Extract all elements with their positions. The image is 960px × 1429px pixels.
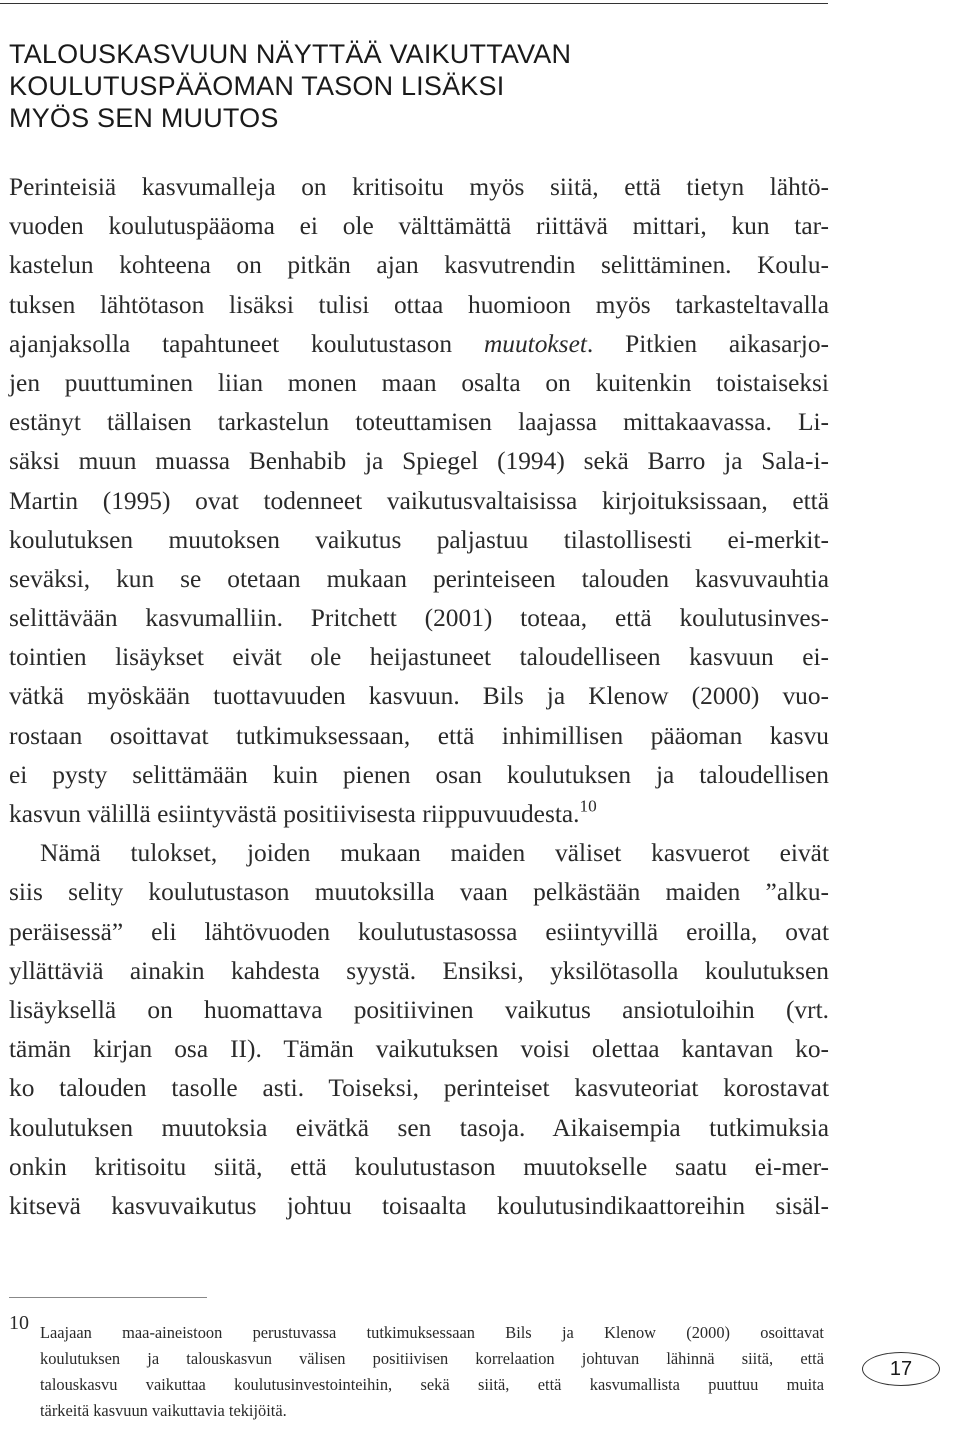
footnote-line: talouskasvu vaikuttaa koulutusinvestointeihin, sekä siitä, että kasvumallista puuttuu muita [40, 1375, 824, 1394]
text-line: jen puuttuminen liian monen maan osalta on kuitenkin toistaiseksi [9, 368, 829, 397]
text-line: ei pysty selittämään kuin pienen osan koulutuksen ja taloudellisen [9, 760, 829, 789]
paragraph-2 [9, 834, 829, 1226]
text-line: kastelun kohteena on pitkän ajan kasvutrendin selittäminen. Koulu- [9, 251, 829, 280]
footnote-reference[interactable]: 10 [579, 796, 597, 816]
text-line: tuksen lähtötason lisäksi tulisi ottaa huomioon myös tarkasteltavalla [9, 290, 829, 319]
section-heading [9, 38, 829, 134]
page-number: 17 [889, 1357, 913, 1380]
text-line: onkin kritisoitu siitä, että koulutustason muutokselle saatu ei-mer- [9, 1152, 829, 1181]
footnote-line: Laajaan maa-aineistoon perustuvassa tutkimuksessaan Bils ja Klenow (2000) osoittavat [40, 1323, 824, 1342]
text-line: peräisessä” eli lähtövuoden koulutustasossa esiintyvillä eroilla, ovat [9, 917, 829, 946]
text-line: lisäyksellä on huomattava positiivinen vaikutus ansiotuloihin (vrt. [9, 995, 829, 1024]
text-line: tämän kirjan osa II). Tämän vaikutuksen voisi olettaa kantavan ko- [9, 1035, 829, 1064]
text-line: Nämä tulokset, joiden mukaan maiden väliset kasvuerot eivät [40, 839, 829, 868]
page-number-badge [862, 1352, 940, 1386]
heading-line: KOULUTUSPÄÄOMAN TASON LISÄKSI [9, 71, 505, 101]
text-run: kasvun välillä esiintyvästä positiivisesta riippuvuudesta. [9, 800, 580, 828]
text-line: siis selity koulutustason muutoksilla vaan pelkästään maiden ”alku- [9, 878, 829, 907]
text-line: vätkä myöskään tuottavuuden kasvuun. Bils ja Klenow (2000) vuo- [9, 682, 829, 711]
text-line: rostaan osoittavat tutkimuksessaan, että inhimillisen pääoman kasvu [9, 721, 829, 750]
text-line: seväksi, kun se otetaan mukaan perinteiseen talouden kasvuvauhtia [9, 564, 829, 593]
text-line: koulutuksen muutoksen vaikutus paljastuu tilastollisesti ei-merkit- [9, 525, 829, 554]
emphasis-muutokset: muutokset [483, 329, 587, 358]
text-line: estänyt tällaisen tarkastelun toteuttamisen laajassa mittakaavassa. Li- [9, 408, 829, 437]
text-line: säksi muun muassa Benhabib ja Spiegel (1994) sekä Barro ja Sala-i- [9, 447, 829, 476]
footnote-line: tärkeitä kasvuun vaikuttavia tekijöitä. [40, 1401, 287, 1420]
text-line: yllättäviä ainakin kahdesta syystä. Ensiksi, yksilötasolla koulutuksen [9, 956, 829, 985]
footnote-marker: 10 [9, 1312, 29, 1334]
heading-line: MYÖS SEN MUUTOS [9, 103, 279, 133]
heading-line: TALOUSKASVUUN NÄYTTÄÄ VAIKUTTAVAN [9, 39, 572, 69]
text-line: tointien lisäykset eivät ole heijastuneet taloudelliseen kasvuun ei- [9, 643, 829, 672]
footnote-text [40, 1320, 824, 1424]
text-run: ajanjaksolla tapahtuneet koulutustason [9, 329, 484, 358]
top-rule [0, 3, 828, 4]
text-line: ko talouden tasolle asti. Toiseksi, perinteiset kasvuteoriat korostavat [9, 1074, 829, 1103]
footnote-rule [9, 1297, 207, 1298]
paragraph-1 [9, 168, 829, 834]
text-line: Martin (1995) ovat todenneet vaikutusvaltaisissa kirjoituksissaan, että [9, 486, 829, 515]
text-line: koulutuksen muutoksia eivätkä sen tasoja. Aikaisempia tutkimuksia [9, 1113, 829, 1142]
text-line [9, 795, 829, 834]
footnote-line: koulutuksen ja talouskasvun välisen positiivisen korrelaation johtuvan lähinnä siitä, että [40, 1349, 824, 1368]
text-line [9, 325, 829, 364]
text-line: vuoden koulutuspääoma ei ole välttämättä riittävä mittari, kun tar- [9, 212, 829, 241]
text-line: selittävään kasvumalliin. Pritchett (2001) toteaa, että koulutusinves- [9, 604, 829, 633]
text-run: . Pitkien aikasarjo- [586, 329, 830, 358]
body-text [9, 168, 829, 1226]
text-line: Perinteisiä kasvumalleja on kritisoitu myös siitä, että tietyn lähtö- [9, 173, 829, 201]
text-line: kitsevä kasvuvaikutus johtuu toisaalta koulutusindikaattoreihin sisäl- [9, 1191, 829, 1220]
